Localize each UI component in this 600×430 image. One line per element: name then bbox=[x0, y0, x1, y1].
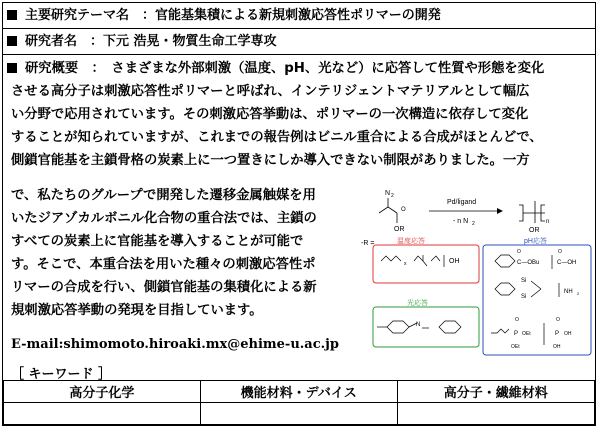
light-response-box bbox=[373, 298, 479, 347]
svg-text:2: 2 bbox=[391, 193, 394, 199]
svg-text:OEt: OEt bbox=[522, 331, 531, 337]
temperature-response-box bbox=[373, 236, 479, 283]
light-response-label: 光応答 bbox=[407, 300, 428, 307]
svg-text:O: O bbox=[556, 317, 560, 323]
svg-text:P: P bbox=[514, 331, 519, 337]
ph-response-box bbox=[483, 236, 591, 355]
empty-cell bbox=[4, 403, 201, 425]
reaction-arrow bbox=[429, 199, 503, 227]
research-sheet bbox=[2, 2, 596, 426]
svg-text:- n N: - n N bbox=[453, 218, 469, 225]
keywords-heading: ［ キーワード ］ bbox=[11, 367, 112, 382]
svg-text:O: O bbox=[517, 249, 521, 255]
ph-response-label: pH応答 bbox=[524, 238, 547, 245]
svg-text:O: O bbox=[558, 249, 562, 255]
reaction-scheme-diagram bbox=[359, 185, 593, 357]
svg-text:OR: OR bbox=[529, 227, 540, 234]
square-bullet-icon bbox=[7, 63, 17, 73]
summary-line: で、私たちのグループで開発した遷移金属触媒を用 bbox=[11, 188, 316, 203]
theme-label: 主要研究テーマ名 bbox=[25, 8, 130, 23]
svg-text:OH: OH bbox=[564, 331, 572, 337]
summary-line: 側鎖官能基を主鎖骨格の炭素上に一つ置きにしか導入できない制限がありました。一方 bbox=[11, 153, 530, 168]
summary-line: すべての炭素上に官能基を導入することが可能で bbox=[11, 234, 304, 249]
summary-line: 規刺激応答挙動の発現を目指しています。 bbox=[11, 303, 263, 318]
empty-cell bbox=[397, 403, 594, 425]
empty-cell bbox=[200, 403, 397, 425]
summary-line: ： さまざまな外部刺激（温度、pH、光など）に応答して性質や形態を変化 bbox=[91, 61, 545, 76]
square-bullet-icon bbox=[7, 10, 17, 20]
researcher-label: 研究者名 bbox=[25, 34, 78, 49]
researcher-row bbox=[3, 29, 595, 55]
summary-line: す。そこで、本重合法を用いた種々の刺激応答性ポ bbox=[11, 257, 316, 272]
svg-text:2: 2 bbox=[472, 221, 475, 227]
theme-value: ：官能基集積による新規刺激応答性ポリマーの開発 bbox=[142, 8, 441, 23]
reactant-structure bbox=[379, 190, 406, 233]
svg-text:OR: OR bbox=[394, 226, 405, 233]
contact-email[interactable]: E-mail:shimomoto.hiroaki.mx@ehime-u.ac.jp bbox=[11, 337, 339, 352]
temperature-response-label: 温度応答 bbox=[397, 238, 425, 245]
r-group-label: -R = bbox=[361, 240, 375, 247]
keyword-cell: 高分子化学 bbox=[4, 381, 201, 403]
keywords-table bbox=[3, 380, 595, 425]
square-bullet-icon bbox=[7, 36, 17, 46]
svg-text:2: 2 bbox=[577, 291, 580, 296]
table-row bbox=[4, 381, 595, 403]
svg-text:C—OBu: C—OBu bbox=[517, 260, 540, 266]
product-structure bbox=[519, 201, 549, 234]
svg-text:Si: Si bbox=[521, 278, 527, 284]
svg-text:Si: Si bbox=[521, 294, 527, 300]
svg-text:OH: OH bbox=[553, 344, 561, 350]
summary-paragraph-1 bbox=[11, 57, 595, 172]
keyword-cell: 高分子・繊維材料 bbox=[397, 381, 594, 403]
summary-paragraph-2 bbox=[11, 184, 356, 322]
svg-text:OH: OH bbox=[449, 258, 460, 265]
summary-line: いたジアゾカルボニル化合物の重合法では、主鎖の bbox=[11, 211, 317, 226]
summary-line: リマーの合成を行い、側鎖官能基の集積化による新 bbox=[11, 280, 317, 295]
table-row bbox=[4, 403, 595, 425]
svg-text:OEt: OEt bbox=[511, 344, 520, 350]
svg-text:n: n bbox=[546, 219, 550, 225]
researcher-value: ：下元 浩晃・物質生命工学専攻 bbox=[90, 34, 277, 49]
theme-row bbox=[3, 3, 595, 29]
svg-text:x: x bbox=[404, 261, 407, 267]
svg-text:N: N bbox=[416, 322, 421, 328]
summary-label: 研究概要 bbox=[25, 61, 79, 76]
svg-text:Pd/ligand: Pd/ligand bbox=[447, 199, 477, 206]
summary-line: させる高分子は刺激応答性ポリマーと呼ばれ、インテリジェントマテリアルとして幅広 bbox=[11, 84, 530, 99]
svg-text:C—OH: C—OH bbox=[557, 260, 577, 266]
summary-line: することが知られていますが、これまでの報告例はビニル重合による合成がほとんどで、 bbox=[11, 130, 543, 145]
svg-text:P: P bbox=[555, 331, 560, 337]
svg-text:O: O bbox=[401, 207, 406, 213]
keyword-cell: 機能材料・デバイス bbox=[200, 381, 397, 403]
svg-text:N: N bbox=[385, 190, 391, 197]
summary-line: い分野で応用されています。その刺激応答挙動は、ポリマーの一次構造に依存して変化 bbox=[11, 107, 529, 122]
svg-text:NH: NH bbox=[564, 289, 573, 295]
svg-text:O: O bbox=[515, 317, 519, 323]
